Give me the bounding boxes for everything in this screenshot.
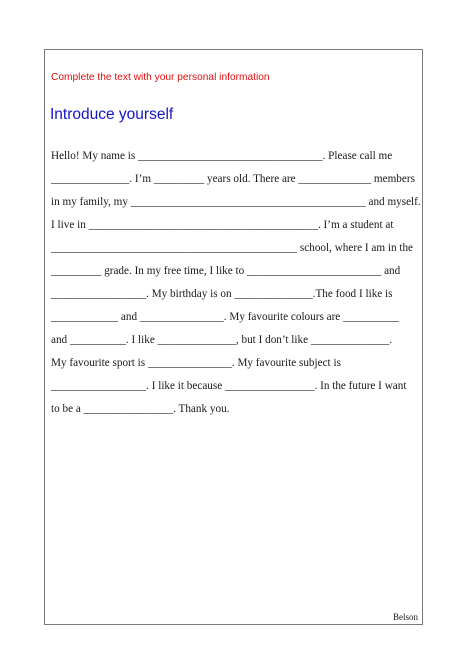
text-line-2: ______________. I’m _________ years old. There are _____________ members [51,173,415,185]
text-line-8: ____________ and _______________. My favourite colours are __________ [51,311,400,323]
text-line-12: to be a ________________. Thank you. [51,403,230,415]
instruction-text: Complete the text with your personal information [51,72,270,83]
text-line-3: in my family, my __________________________________________ and myself. [51,196,421,208]
worksheet-title: Introduce yourself [50,106,174,123]
text-line-7: _________________. My birthday is on ______________.The food I like is [51,288,393,300]
text-line-1: Hello! My name is _________________________________. Please call me [51,150,393,162]
author-signature: Belson [392,612,418,622]
text-line-10: My favourite sport is _______________. My favourite subject is [51,357,341,369]
worksheet-frame [44,49,423,625]
text-line-11: _________________. I like it because ________________. In the future I want [51,380,407,392]
text-line-5: ____________________________________________ school, where I am in the [51,242,414,254]
text-line-4: I live in _________________________________________. I’m a student at [51,219,394,231]
text-line-9: and __________. I like ______________, but I don’t like ______________. [51,334,392,346]
text-line-6: _________ grade. In my free time, I like to ________________________ and [51,265,401,277]
